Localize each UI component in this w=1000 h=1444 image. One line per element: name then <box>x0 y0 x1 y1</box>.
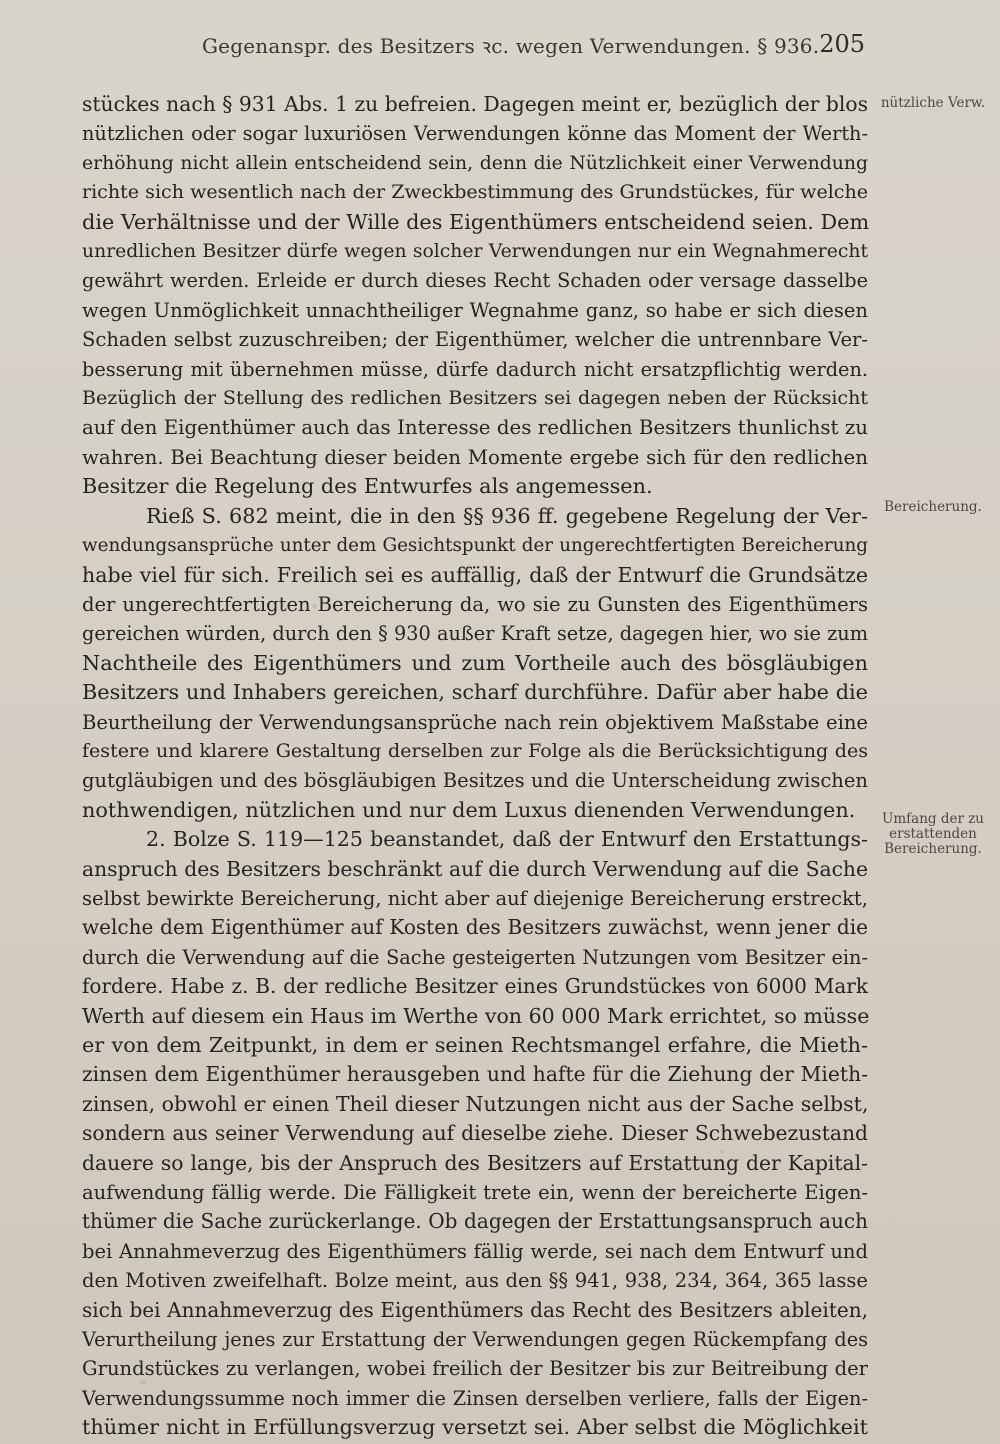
text-line: wendungsansprüche unter dem Gesichtspunkt der ungerechtfertigten Bereicherung <box>82 535 868 557</box>
text-line: gutgläubigen und des bösgläubigen Besitzes und die Unterscheidung zwischen <box>82 769 868 793</box>
text-line: Werth auf diesem ein Haus im Werthe von 60 000 Mark errichtet, so müsse <box>82 1003 870 1028</box>
text-line: den Motiven zweifelhaft. Bolze meint, aus den §§ 941, 938, 234, 364, 365 lasse <box>82 1269 868 1293</box>
text-line: sich bei Annahmeverzug des Eigenthümers das Recht des Besitzers ableiten, <box>82 1297 868 1322</box>
text-line: zinsen dem Eigenthümer herausgeben und hafte für die Ziehung der Mieth- <box>82 1062 868 1087</box>
text-line: Bezüglich der Stellung des redlichen Besitzers sei dagegen neben der Rücksicht <box>82 387 868 410</box>
text-line: der ungerechtfertigten Bereicherung da, wo sie zu Gunsten des Eigenthümers <box>82 592 868 616</box>
paragraph-3 <box>82 825 868 1443</box>
paragraph-1 <box>82 90 868 502</box>
text-line: zinsen, obwohl er einen Theil dieser Nutzungen nicht aus der Sache selbst, <box>82 1091 869 1116</box>
text-line: festere und klarere Gestaltung derselben zur Folge als die Berücksichtigung des <box>82 739 868 762</box>
text-line: nothwendigen, nützlichen und nur dem Luxus dienenden Verwendungen. <box>82 797 856 822</box>
text-line: thümer nicht in Erfüllungsverzug versetzt sei. Aber selbst die Möglichkeit <box>82 1415 868 1440</box>
text-line: Besitzers und Inhabers gereichen, scharf durchführe. Dafür aber habe die <box>82 680 868 705</box>
text-line: gewährt werden. Erleide er durch dieses Recht Schaden oder versage dasselbe <box>82 269 868 293</box>
text-line: 2. Bolze S. 119—125 beanstandet, daß der Entwurf den Erstattungs- <box>146 827 868 852</box>
running-title: Gegenanspr. des Besitzers ꝛc. wegen Verwendungen. § 936. <box>202 34 820 58</box>
page-header <box>140 32 865 68</box>
text-line: wegen Unmöglichkeit unnachtheiliger Wegnahme ganz, so habe er sich diesen <box>82 298 868 322</box>
text-line: durch die Verwendung auf die Sache gesteigerten Nutzungen vom Besitzer ein- <box>82 945 868 969</box>
text-line: bei Annahmeverzug des Eigenthümers fällig werde, sei nach dem Entwurf und <box>82 1239 868 1263</box>
margin-note-nuetzliche-verwendung: nützliche Verw. <box>880 95 986 111</box>
text-line: sondern aus seiner Verwendung auf dieselbe ziehe. Dieser Schwebezustand <box>82 1121 868 1146</box>
text-line: erhöhung nicht allein entscheidend sein, denn die Nützlichkeit einer Verwendung <box>82 152 868 174</box>
text-line: Besitzer die Regelung des Entwurfes als angemessen. <box>82 474 653 499</box>
text-line: selbst bewirkte Bereicherung, nicht aber auf diejenige Bereicherung erstreckt, <box>82 886 868 910</box>
text-line: richte sich wesentlich nach der Zweckbestimmung des Grundstückes, für welche <box>82 181 868 204</box>
text-line: anspruch des Besitzers beschränkt auf die durch Verwendung auf die Sache <box>82 856 868 881</box>
text-line: stückes nach § 931 Abs. 1 zu befreien. Dagegen meint er, bezüglich der blos <box>82 92 868 116</box>
text-line: Verwendungssumme noch immer die Zinsen derselben verliere, falls der Eigen- <box>82 1386 868 1410</box>
text-line: aufwendung fällig werde. Die Fälligkeit trete ein, wenn der bereicherte Eigen- <box>82 1181 868 1205</box>
text-line: auf den Eigenthümer auch das Interesse des redlichen Besitzers thunlichst zu <box>82 416 868 440</box>
margin-note-bereicherung: Bereicherung. <box>884 499 982 515</box>
text-line: unredlichen Besitzer dürfe wegen solcher Verwendungen nur ein Wegnahmerecht <box>82 241 868 263</box>
text-line: Verurtheilung jenes zur Erstattung der Verwendungen gegen Rückempfang des <box>82 1328 868 1352</box>
text-line: wahren. Bei Beachtung dieser beiden Momente ergebe sich für den redlichen <box>82 445 868 469</box>
text-line: Schaden selbst zuzuschreiben; der Eigenthümer, welcher die untrennbare Ver- <box>82 328 868 352</box>
text-line: Beurtheilung der Verwendungsansprüche nach rein objektivem Maßstabe eine <box>82 710 868 734</box>
paper-speck <box>720 1150 724 1154</box>
margin-note-umfang <box>872 812 994 857</box>
text-line: besserung mit übernehmen müsse, dürfe dadurch nicht ersatzpflichtig werden. <box>82 357 868 381</box>
text-line: Nachtheile des Eigenthümers und zum Vortheile auch des bösgläubigen <box>82 650 868 675</box>
text-line: habe viel für sich. Freilich sei es auffällig, daß der Entwurf die Grundsätze <box>82 562 868 587</box>
text-line: nützlichen oder sogar luxuriösen Verwendungen könne das Moment der Werth- <box>82 122 868 146</box>
text-line: Grundstückes zu verlangen, wobei freilich der Besitzer bis zur Beitreibung der <box>82 1357 868 1381</box>
text-line: er von dem Zeitpunkt, in dem er seinen Rechtsmangel erfahre, die Mieth- <box>82 1033 868 1057</box>
paper-speck <box>140 1380 146 1385</box>
text-line: thümer die Sache zurückerlange. Ob dagegen der Erstattungsanspruch auch <box>82 1209 868 1234</box>
text-line: die Verhältnisse und der Wille des Eigenthümers entscheidend seien. Dem <box>82 209 870 234</box>
body-text <box>82 90 868 1443</box>
margin-note-line: Bereicherung. <box>884 841 982 857</box>
text-line: dauere so lange, bis der Anspruch des Besitzers auf Erstattung der Kapital- <box>82 1150 868 1175</box>
text-line: welche dem Eigenthümer auf Kosten des Besitzers zuwächst, wenn jener die <box>82 915 868 940</box>
margin-note-line: Umfang der zu <box>881 811 985 827</box>
text-line: Rieß S. 682 meint, die in den §§ 936 ff. gegebene Regelung der Ver- <box>146 503 868 528</box>
paragraph-2 <box>82 502 868 825</box>
paper-speck <box>312 604 317 608</box>
margin-note-line: erstattenden <box>889 826 977 842</box>
page-number: 205 <box>819 30 865 58</box>
text-line: fordere. Habe z. B. der redliche Besitzer eines Grundstückes von 6000 Mark <box>82 974 868 999</box>
text-line: gereichen würden, durch den § 930 außer Kraft setze, dagegen hier, wo sie zum <box>82 622 868 646</box>
